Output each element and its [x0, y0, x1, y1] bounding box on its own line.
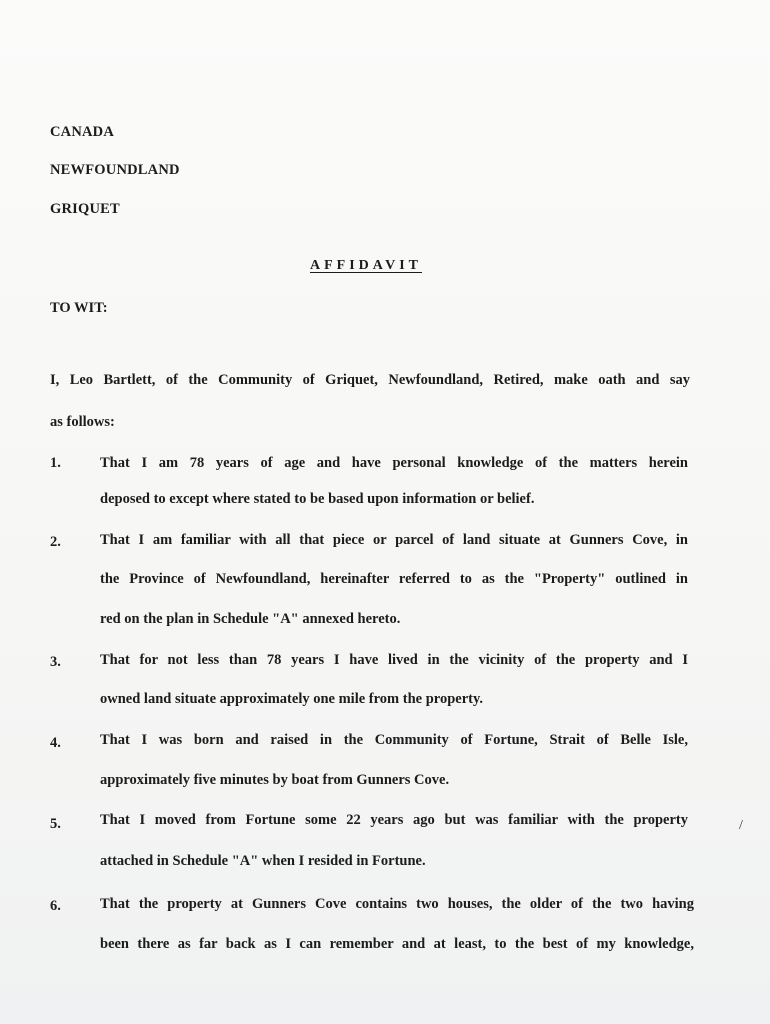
paragraph-6-line-1: That the property at Gunners Cove contains two houses, the older of the two having [100, 896, 694, 912]
paragraph-1-line-1: That I am 78 years of age and have personal knowledge of the matters herein [100, 455, 688, 471]
venue-community: GRIQUET [50, 201, 120, 217]
intro-line-1: I, Leo Bartlett, of the Community of Griquet, Newfoundland, Retired, make oath and say [50, 372, 690, 388]
paragraph-1-line-2: deposed to except where stated to be based upon information or belief. [100, 491, 535, 507]
paragraph-number: 5. [50, 816, 61, 832]
paragraph-6-line-2: been there as far back as I can remember and at least, to the best of my knowledge, [100, 936, 694, 952]
paragraph-number: 3. [50, 654, 61, 670]
document-title: AFFIDAVIT [310, 258, 422, 273]
paragraph-5-line-2: attached in Schedule "A" when I resided in Fortune. [100, 853, 426, 869]
paragraph-number: 6. [50, 898, 61, 914]
paragraph-4-line-1: That I was born and raised in the Community of Fortune, Strait of Belle Isle, [100, 732, 688, 748]
venue-province: NEWFOUNDLAND [50, 162, 180, 178]
paragraph-3-line-2: owned land situate approximately one mile from the property. [100, 691, 484, 707]
paragraph-4-line-2: approximately five minutes by boat from Gunners Cove. [100, 772, 450, 788]
paragraph-number: 1. [50, 455, 61, 471]
venue-country: CANADA [50, 124, 115, 140]
to-wit-label: TO WIT: [50, 300, 108, 316]
paragraph-2-line-3: red on the plan in Schedule "A" annexed hereto. [100, 611, 401, 627]
paragraph-2-line-2: the Province of Newfoundland, hereinafter referred to as the "Property" outlined in [100, 571, 688, 587]
paragraph-number: 2. [50, 534, 61, 550]
paragraph-3-line-1: That for not less than 78 years I have lived in the vicinity of the property and I [100, 652, 688, 668]
paragraph-5-line-1: That I moved from Fortune some 22 years ago but was familiar with the property [100, 812, 688, 828]
paragraph-2-line-1: That I am familiar with all that piece or parcel of land situate at Gunners Cove, in [100, 532, 688, 548]
margin-mark: / [739, 818, 743, 833]
paragraph-number: 4. [50, 735, 61, 751]
intro-line-2: as follows: [50, 414, 115, 430]
